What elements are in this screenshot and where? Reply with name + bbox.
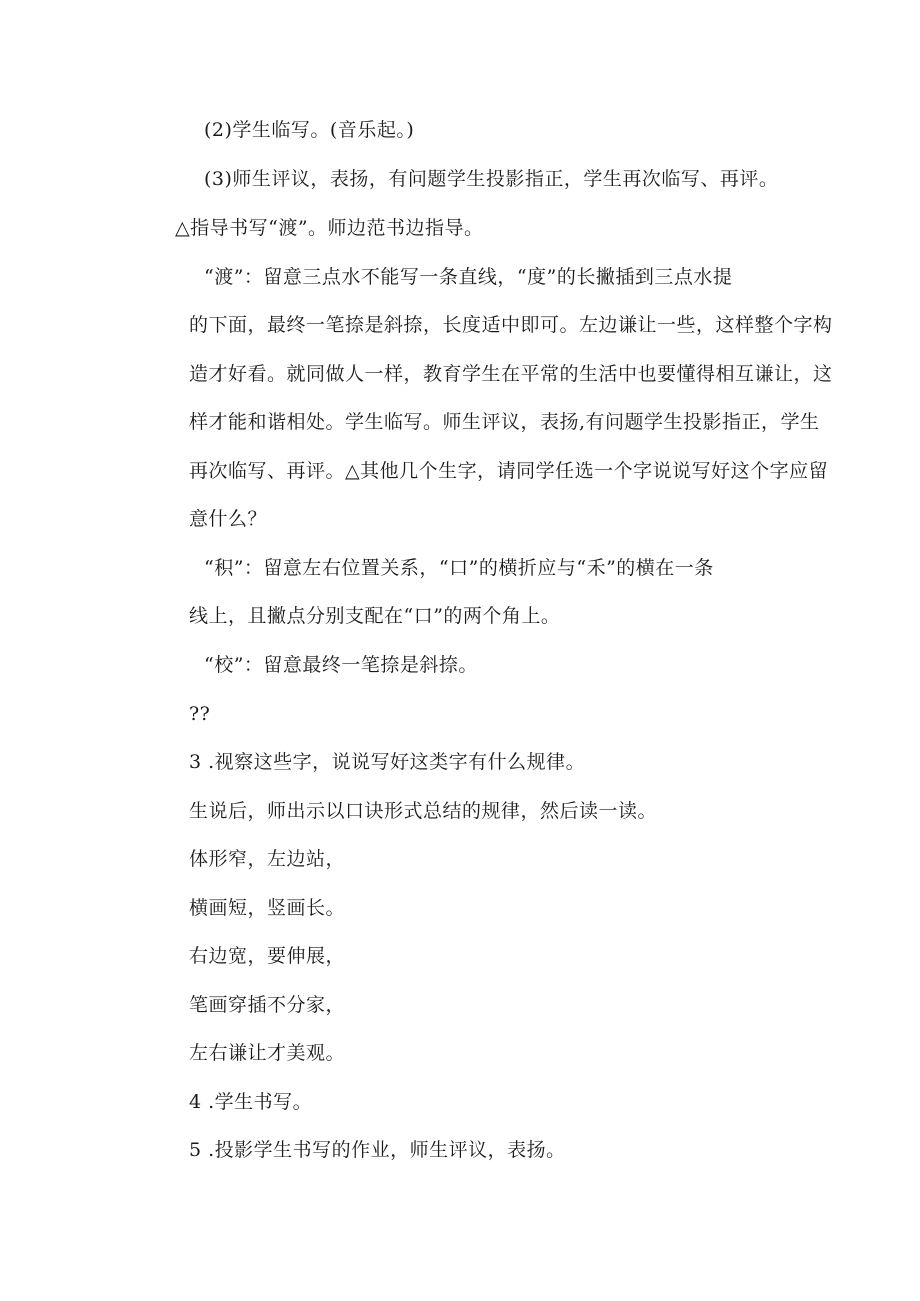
rhyme-line-5: 左右谦让才美观。 (189, 1042, 346, 1064)
step-2-line: (2)学生临写。(音乐起。) (204, 119, 415, 141)
rhyme-line-2: 横画短，竖画长。 (189, 897, 346, 919)
question-marks: ?? (189, 703, 211, 725)
rhyme-line-4: 笔画穿插不分家， (189, 994, 346, 1016)
xiao-line: “校”：留意最终一笔捺是斜捺。 (204, 654, 478, 676)
step-3-observe: 3 .视察这些字，说说写好这类字有什么规律。 (189, 751, 586, 773)
rhyme-line-3: 右边宽，要伸展， (189, 945, 346, 967)
du-para-line-5: 再次临写、再评。△其他几个生字，请同学任选一个字说说写好这个字应留 (189, 460, 829, 482)
ji-para-line-2: 线上，且撇点分别支配在“口”的两个角上。 (189, 605, 561, 627)
step-4-line: 4 .学生书写。 (189, 1091, 313, 1113)
step-5-line: 5 .投影学生书写的作业，师生评议，表扬。 (189, 1139, 566, 1161)
rhyme-line-1: 体形窄，左边站， (189, 848, 346, 870)
summary-line: 生说后，师出示以口诀形式总结的规律，然后读一读。 (189, 800, 658, 822)
step-3-line: (3)师生评议，表扬，有问题学生投影指正，学生再次临写、再评。 (204, 168, 779, 190)
du-para-line-2: 的下面，最终一笔捺是斜捺，长度适中即可。左边谦让一些，这样整个字构 (189, 314, 833, 336)
ji-para-line-1: “积”：留意左右位置关系，“口”的横折应与“禾”的横在一条 (204, 557, 714, 579)
du-para-line-1: “渡”：留意三点水不能写一条直线，“度”的长撇插到三点水提 (204, 266, 733, 288)
guide-du-heading: △指导书写“渡”。师边范书边指导。 (175, 217, 484, 239)
du-para-line-6: 意什么？ (189, 508, 268, 530)
du-para-line-3: 造才好看。就同做人一样，教育学生在平常的生活中也要懂得相互谦让，这 (189, 363, 833, 385)
du-para-line-4: 样才能和谐相处。学生临写。师生评议，表扬,有问题学生投影指正，学生 (189, 411, 820, 433)
